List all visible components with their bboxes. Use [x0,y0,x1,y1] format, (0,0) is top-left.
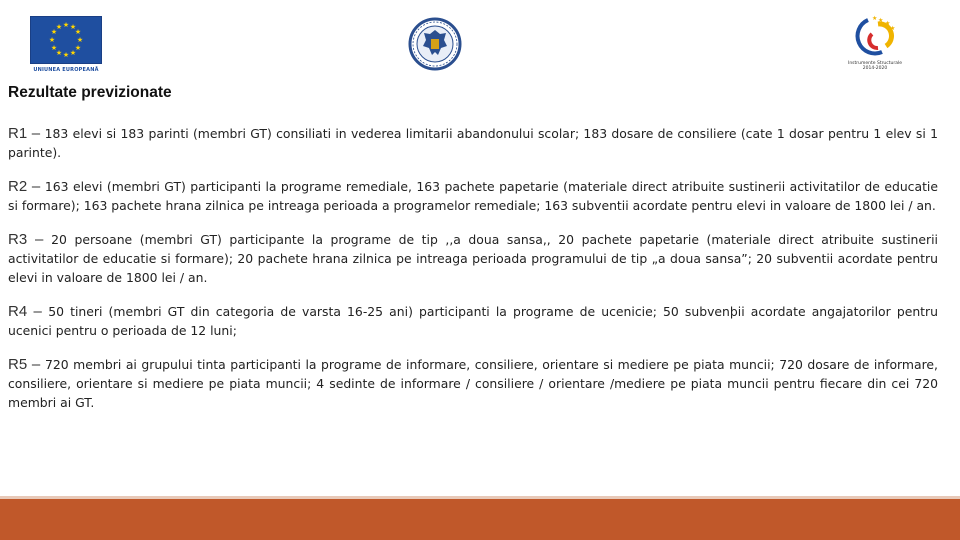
structural-instruments-icon [842,14,908,56]
eu-logo [30,16,102,78]
result-code: R4 [8,303,28,320]
structural-instruments-caption [842,61,908,71]
results-list [8,124,938,427]
svg-text:★: ★ [50,28,58,36]
svg-text:★: ★ [55,23,63,31]
result-r4 [8,302,938,340]
structural-instruments-logo [842,14,908,76]
svg-text:★: ★ [48,36,56,44]
coat-of-arms-icon [407,17,463,71]
result-r5 [8,355,938,412]
result-text: 183 elevi si 183 parinti (membri GT) consiliati in vederea limitarii abandonului scolar; 183 dosare de consiliere (cate 1 dosar pentru 1 elev si 1 parinte). [8,126,938,160]
government-of-romania-logo [407,17,463,71]
si-caption-line1: Instrumente Structurale [848,61,902,66]
result-code: R1 [8,125,28,142]
svg-text:★: ★ [55,49,63,57]
result-text: 720 membri ai grupului tinta participanti la programe de informare, consiliere, orientare si mediere pe piata muncii; 720 dosare de informare, consiliere, orientare si mediere pe piata muncii; 4 sedinte de informare / consiliere / orientare /mediere pe piata muncii pentru fiecare din cei 720 membri ai GT. [8,357,938,410]
result-r1 [8,124,938,162]
result-code: R2 [8,178,28,195]
logo-bar [0,0,960,80]
result-separator: – [27,231,52,248]
svg-text:★: ★ [890,25,896,32]
svg-text:★: ★ [69,49,77,57]
result-separator: – [27,125,45,142]
footer-bar [0,499,960,540]
svg-text:★: ★ [62,51,70,59]
eu-flag-icon [30,16,102,64]
svg-text:★: ★ [885,20,891,27]
result-separator: – [27,356,45,373]
result-r2 [8,177,938,215]
result-text: 163 elevi (membri GT) participanti la programe remediale, 163 pachete papetarie (materiale direct atribuite sustinerii activitatilor de educatie si formare); 163 pachete hrana zilnica pe intreaga perioada a programelor remediale; 163 subventii acordate pentru elevi in valoare de 1800 lei / an. [8,179,938,213]
result-code: R3 [8,231,28,248]
result-separator: – [27,178,45,195]
section-title: Rezultate previzionate [8,84,172,101]
eu-caption: UNIUNEA EUROPEANĂ [33,67,99,73]
svg-text:★: ★ [69,23,77,31]
eu-stars-icon [31,17,101,63]
result-text: 50 tineri (membri GT din categoria de varsta 16-25 ani) participanti la programe de ucenicie; 50 subvenþii acordate angajatorilor pentru ucenici pentru o perioada de 12 luni; [8,304,938,338]
svg-text:★: ★ [62,21,70,29]
result-r3 [8,230,938,287]
result-separator: – [27,303,49,320]
result-text: 20 persoane (membri GT) participante la programe de tip ,,a doua sansa,, 20 pachete papetarie (materiale direct atribuite sustinerii activitatilor de educatie si formare); 20 pachete hrana zilnica pe intreaga perioada programului de tip „a doua sansa”; 20 subventii acordate pentru elevi in valoare de 1800 lei / an. [8,232,938,285]
svg-text:★: ★ [878,17,884,24]
result-code: R5 [8,356,28,373]
svg-text:★: ★ [76,36,84,44]
si-caption-line2: 2014-2020 [862,66,888,71]
svg-text:★: ★ [74,44,82,52]
svg-text:★: ★ [872,15,878,22]
svg-text:★: ★ [74,28,82,36]
svg-text:★: ★ [50,44,58,52]
